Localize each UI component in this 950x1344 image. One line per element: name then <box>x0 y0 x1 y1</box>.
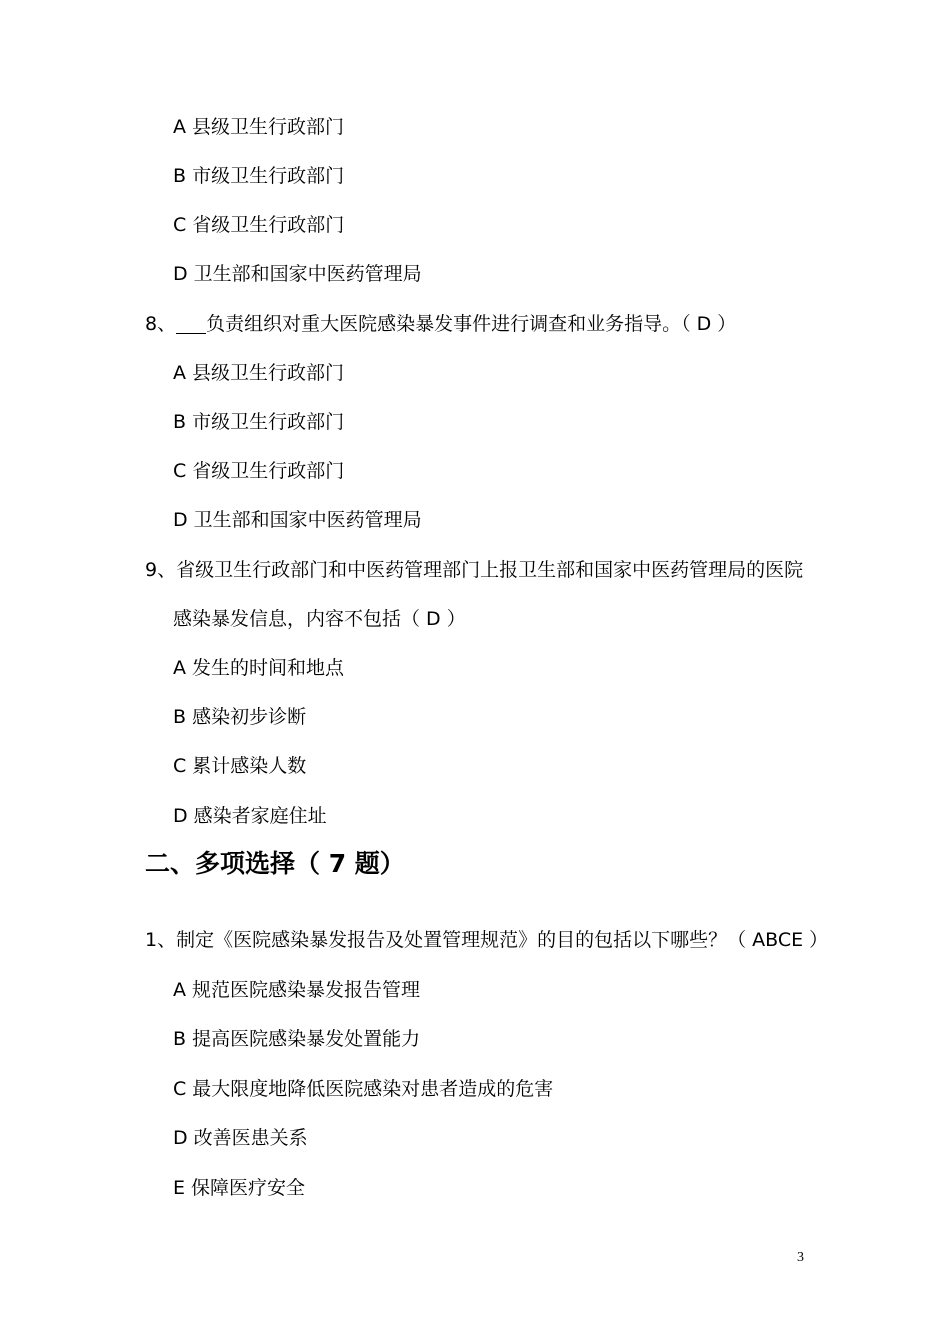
q8-option-c: C 省级卫生行政部门 <box>173 460 345 482</box>
q8-option-d: D 卫生部和国家中医药管理局 <box>173 509 422 531</box>
page-number: 3 <box>797 1250 804 1265</box>
q9-option-a: A 发生的时间和地点 <box>173 657 345 679</box>
q8-blank <box>176 313 206 334</box>
q7-option-a: A 县级卫生行政部门 <box>173 116 345 138</box>
m1-option-b: B 提高医院感染暴发处置能力 <box>173 1028 421 1050</box>
q9-option-b: B 感染初步诊断 <box>173 706 307 728</box>
q8-question <box>145 312 736 336</box>
m1-option-e: E 保障医疗安全 <box>173 1177 306 1199</box>
q8-option-a: A 县级卫生行政部门 <box>173 362 345 384</box>
q8-number: 8、 <box>145 313 177 335</box>
section-heading-multiple-choice: 二、多项选择（ 7 题） <box>145 849 405 878</box>
q7-option-b: B 市级卫生行政部门 <box>173 165 345 187</box>
m1-option-a: A 规范医院感染暴发报告管理 <box>173 979 421 1001</box>
q9-option-d: D 感染者家庭住址 <box>173 805 327 827</box>
q8-option-b: B 市级卫生行政部门 <box>173 411 345 433</box>
q9-option-c: C 累计感染人数 <box>173 755 307 777</box>
q8-text: 负责组织对重大医院感染暴发事件进行调查和业务指导。（ D ） <box>206 313 737 335</box>
q9-question-line2: 感染暴发信息，内容不包括（ D ） <box>173 608 466 630</box>
q9-question-line1: 9、省级卫生行政部门和中医药管理部门上报卫生部和国家中医药管理局的医院 <box>145 559 804 581</box>
q7-option-c: C 省级卫生行政部门 <box>173 214 345 236</box>
m1-option-c: C 最大限度地降低医院感染对患者造成的危害 <box>173 1078 554 1100</box>
q7-option-d: D 卫生部和国家中医药管理局 <box>173 263 422 285</box>
m1-option-d: D 改善医患关系 <box>173 1127 308 1149</box>
m1-question: 1、制定《医院感染暴发报告及处置管理规范》的目的包括以下哪些？（ ABCE ） <box>145 929 829 951</box>
